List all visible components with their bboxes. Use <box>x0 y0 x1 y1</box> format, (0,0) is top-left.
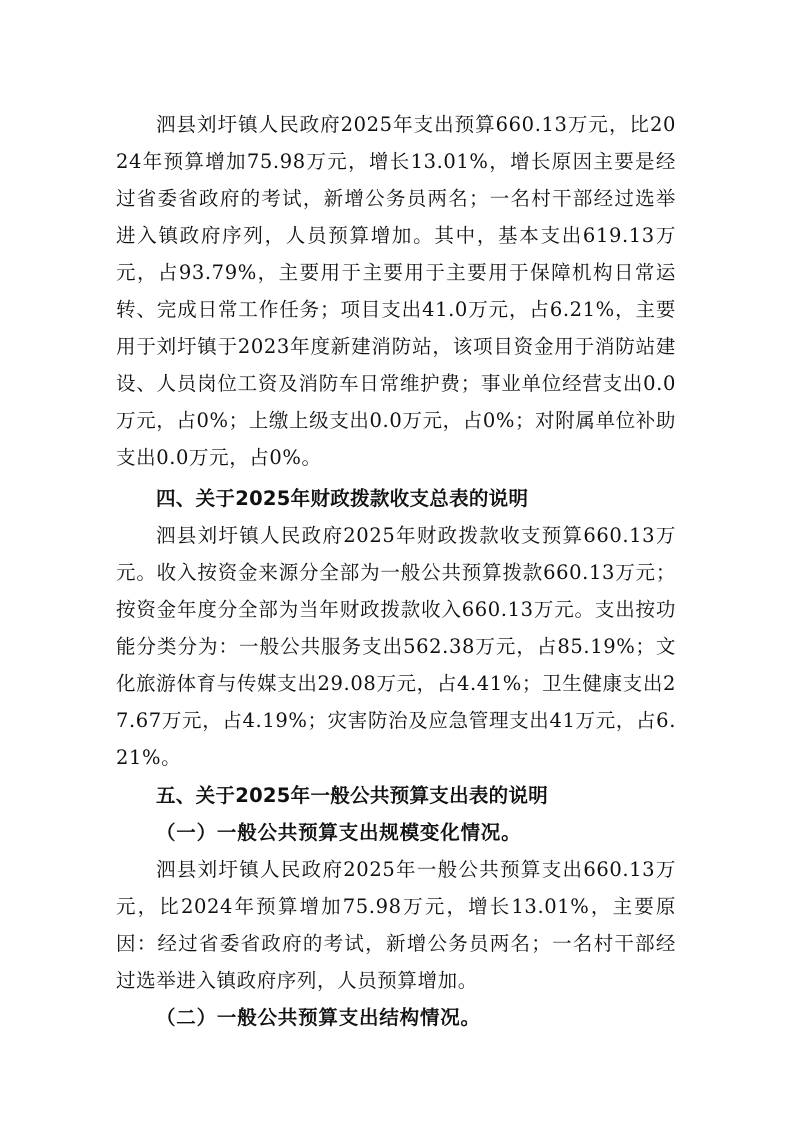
section-heading-fiscal-appropriation: 四、关于2025年财政拨款收支总表的说明 <box>156 487 529 510</box>
body-paragraph-scale-change: 泗县刘圩镇人民政府2025年一般公共预算支出660.13万元，比2024年预算增加75.98万元，增长13.01%，主要原因：经过省委省政府的考试，新增公务员两名；一名村干部经过选举进入镇政府序列，人员预算增加。 <box>116 858 676 992</box>
body-paragraph-budget-overview: 泗县刘圩镇人民政府2025年支出预算660.13万元，比2024年预算增加75.98万元，增长13.01%，增长原因主要是经过省委省政府的考试，新增公务员两名；一名村干部经过选举进入镇政府序列，人员预算增加。其中，基本支出619.13万元，占93.79%，主要用于主要用于主要用于保障机构日常运转、完成日常工作任务；项目支出41.0万元，占6.21%，主要用于刘圩镇于2023年度新建消防站，该项目资金用于消防站建设、人员岗位工资及消防车日常维护费；事业单位经营支出0.0万元，占0%；上缴上级支出0.0万元，占0%；对附属单位补助支出0.0万元，占0%。 <box>116 113 676 469</box>
subheading-structure: （二）一般公共预算支出结构情况。 <box>156 1006 481 1029</box>
section-heading-general-public-budget: 五、关于2025年一般公共预算支出表的说明 <box>156 784 549 807</box>
body-paragraph-fiscal-appropriation: 泗县刘圩镇人民政府2025年财政拨款收支预算660.13万元。收入按资金来源分全部为一般公共预算拨款660.13万元；按资金年度分全部为当年财政拨款收入660.13万元。支出按功能分类分为：一般公共服务支出562.38万元，占85.19%；文化旅游体育与传媒支出29.08万元，占4.41%；卫生健康支出27.67万元，占4.19%；灾害防治及应急管理支出41万元，占6.21%。 <box>116 524 676 769</box>
subheading-scale-change: （一）一般公共预算支出规模变化情况。 <box>156 821 522 844</box>
